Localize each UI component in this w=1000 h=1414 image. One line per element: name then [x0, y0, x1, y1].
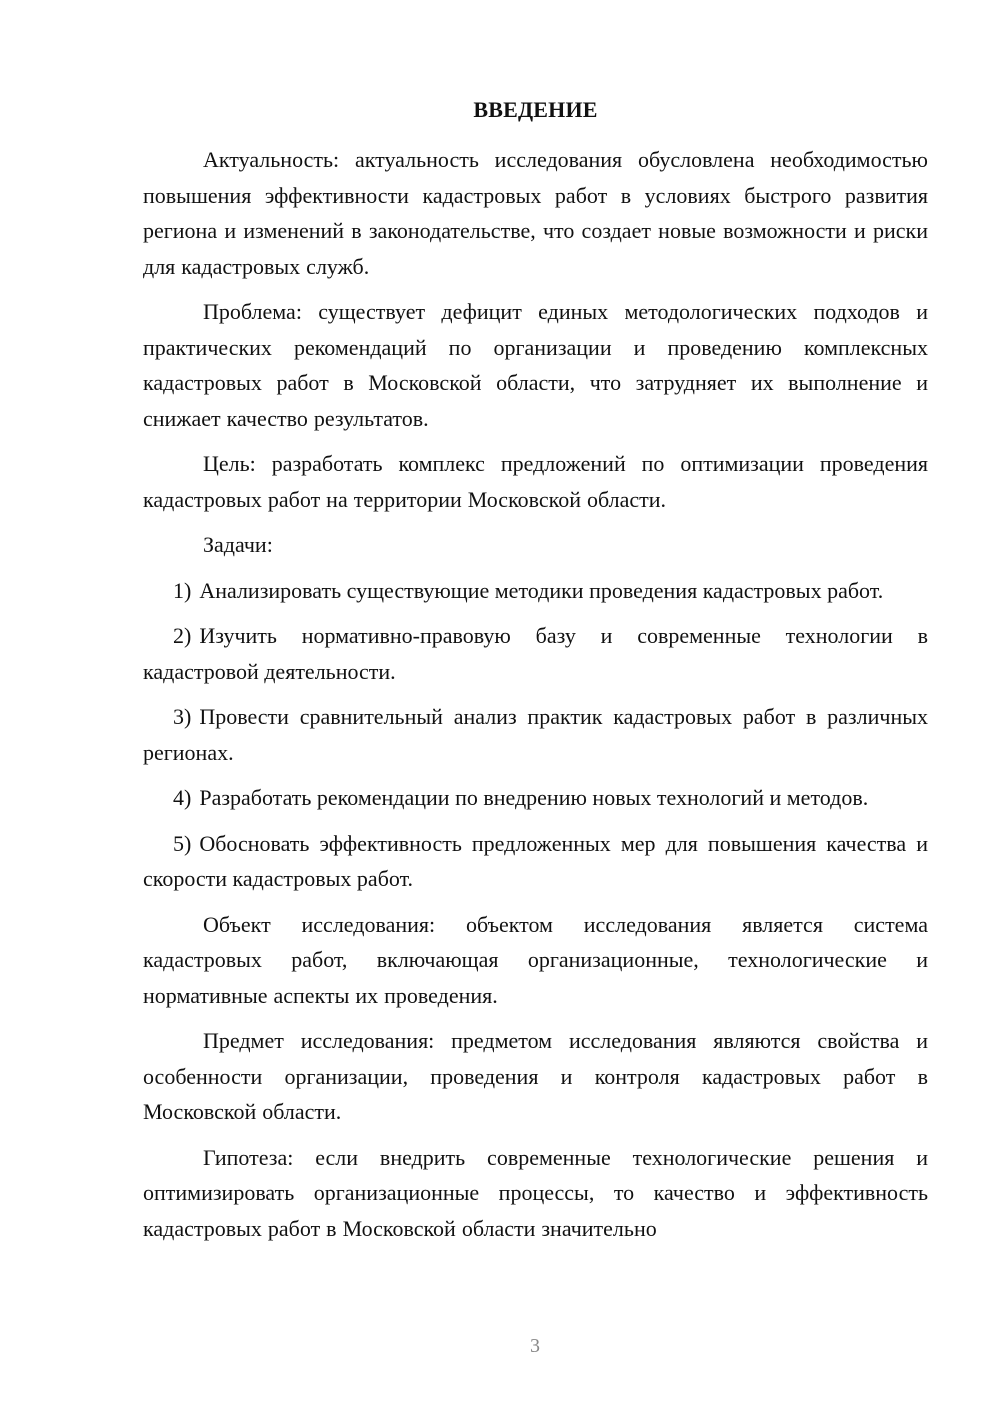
object-paragraph: Объект исследования: объектом исследования является система кадастровых работ, включающая организационные, технологические и нормативные аспекты их проведения.	[143, 911, 928, 1008]
task-number: 2)	[173, 623, 192, 648]
task-item-2	[143, 618, 928, 689]
task-text: Обосновать эффективность предложенных мер для повышения качества и скорости кадастровых работ.	[143, 830, 928, 891]
hypothesis-paragraph: Гипотеза: если внедрить современные технологические решения и оптимизировать организационные процессы, то качество и эффективность кадастровых работ в Московской области значительно	[143, 1144, 928, 1241]
task-number: 5)	[173, 830, 192, 856]
task-text: Разработать рекомендации по внедрению новых технологий и методов.	[199, 785, 869, 810]
task-number: 4)	[173, 785, 192, 810]
task-item-1	[143, 573, 928, 609]
relevance-paragraph: Актуальность: актуальность исследования обусловлена необходимостью повышения эффективности кадастровых работ в условиях быстрого развития региона и изменений в законодательстве, что создает новые возможности и риски для кадастровых служб.	[143, 147, 928, 279]
tasks-label: Задачи:	[203, 532, 273, 557]
page-number: 3	[530, 1335, 540, 1357]
page-title: ВВЕДЕНИЕ	[473, 97, 598, 122]
subject-paragraph: Предмет исследования: предметом исследования являются свойства и особенности организации, проведения и контроля кадастровых работ в Московской области.	[143, 1028, 928, 1124]
task-item-4	[143, 780, 928, 816]
page-content	[143, 92, 928, 1256]
task-item-3	[143, 699, 928, 770]
task-number: 3)	[173, 704, 192, 729]
task-text: Изучить нормативно-правовую базу и современные технологии в кадастровой деятельности.	[143, 623, 928, 684]
task-text: Провести сравнительный анализ практик кадастровых работ в различных регионах.	[143, 704, 928, 765]
task-text: Анализировать существующие методики проведения кадастровых работ.	[199, 577, 884, 603]
task-item-5	[143, 826, 928, 897]
goal-paragraph: Цель: разработать комплекс предложений по оптимизации проведения кадастровых работ на территории Московской области.	[143, 451, 928, 512]
problem-paragraph: Проблема: существует дефицит единых методологических подходов и практических рекомендаций по организации и проведению комплексных кадастровых работ в Московской области, что затрудняет их выполнение и снижает качество результатов.	[143, 299, 928, 431]
task-number: 1)	[173, 577, 192, 603]
